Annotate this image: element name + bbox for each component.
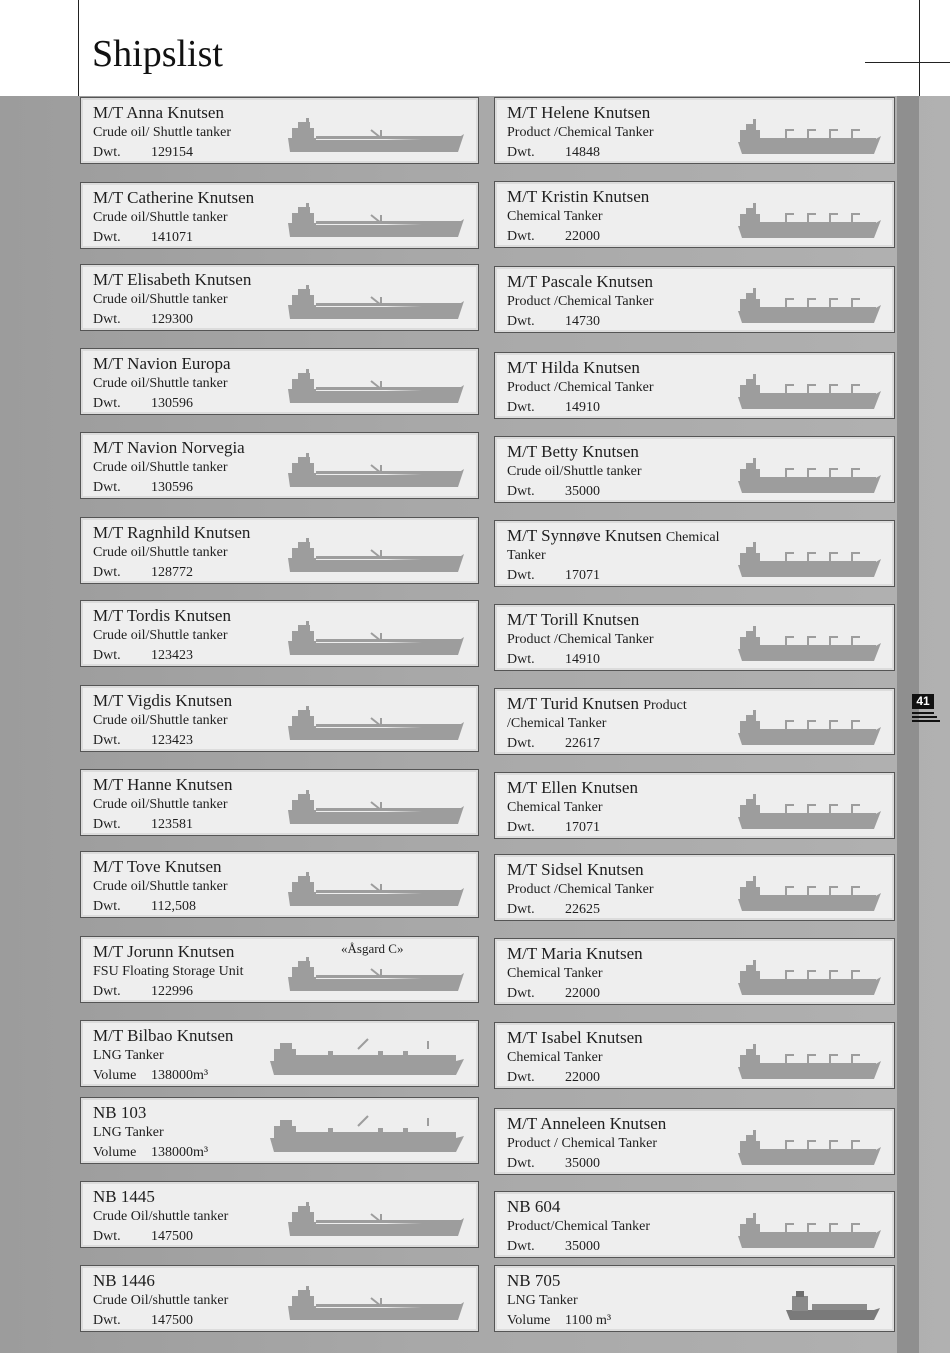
ship-name-text: M/T Sidsel Knutsen — [507, 860, 644, 879]
ship-type: Chemical Tanker — [507, 966, 603, 981]
ship-name — [507, 358, 640, 378]
ship-type: /Chemical Tanker — [507, 716, 607, 731]
ship-tonnage — [93, 230, 193, 246]
tonnage-value: 129154 — [151, 145, 193, 160]
ship-name — [507, 694, 687, 714]
ship-type: Crude oil/Shuttle tanker — [93, 460, 228, 475]
tonnage-value: 17071 — [565, 568, 600, 583]
ship-name — [507, 442, 639, 462]
ship-type: LNG Tanker — [507, 1293, 578, 1308]
ship-tonnage — [93, 899, 196, 915]
ship-name-text: M/T Anna Knutsen — [93, 103, 224, 122]
tonnage-label: Dwt. — [507, 902, 535, 917]
ship-card — [80, 348, 479, 415]
tonnage-value: 128772 — [151, 565, 193, 580]
ship-tonnage — [507, 1070, 600, 1086]
ship-name-text: M/T Turid Knutsen — [507, 694, 639, 713]
ship-type: Product /Chemical Tanker — [507, 125, 654, 140]
chemical-tanker-icon — [736, 875, 884, 913]
ship-name — [93, 942, 234, 962]
ship-name-text: M/T Isabel Knutsen — [507, 1028, 643, 1047]
tonnage-label: Dwt. — [507, 736, 535, 751]
ship-name — [507, 272, 653, 292]
ship-card — [494, 1108, 895, 1175]
chemical-tanker-icon — [736, 959, 884, 997]
tonnage-value: 112,508 — [151, 899, 196, 914]
ship-card — [80, 264, 479, 331]
ship-tonnage — [507, 1313, 611, 1329]
ship-name — [93, 354, 231, 374]
ship-tonnage — [507, 736, 600, 752]
tonnage-value: 147500 — [151, 1313, 193, 1328]
tonnage-label: Volume — [93, 1068, 137, 1083]
ship-name-text: M/T Anneleen Knutsen — [507, 1114, 667, 1133]
shuttle-tanker-icon — [286, 116, 468, 156]
ship-name-text: NB 705 — [507, 1271, 561, 1290]
chemical-tanker-icon — [736, 625, 884, 663]
tonnage-value: 147500 — [151, 1229, 193, 1244]
chemical-tanker-icon — [736, 202, 884, 240]
ship-card — [80, 432, 479, 499]
ship-card — [80, 182, 479, 249]
ship-name-text: M/T Hanne Knutsen — [93, 775, 233, 794]
ship-name — [507, 526, 719, 546]
tonnage-value: 35000 — [565, 484, 600, 499]
ship-tonnage — [507, 568, 600, 584]
tonnage-label: Dwt. — [93, 230, 121, 245]
ship-name-text: M/T Hilda Knutsen — [507, 358, 640, 377]
tonnage-value: 123423 — [151, 733, 193, 748]
ship-tonnage — [507, 986, 600, 1002]
page-edge-tab — [897, 96, 919, 1353]
ship-tonnage — [507, 145, 600, 161]
ship-name-text: M/T Vigdis Knutsen — [93, 691, 233, 710]
ship-card — [80, 769, 479, 836]
ship-card — [494, 181, 895, 248]
ship-name-text: M/T Ellen Knutsen — [507, 778, 638, 797]
ship-type: Crude oil/Shuttle tanker — [93, 628, 228, 643]
tonnage-value: 14848 — [565, 145, 600, 160]
ship-tonnage — [93, 480, 193, 496]
ship-tonnage — [93, 1313, 193, 1329]
top-right-rule — [919, 0, 920, 96]
ship-name — [507, 944, 643, 964]
ship-type: Crude oil/Shuttle tanker — [93, 545, 228, 560]
ship-tonnage — [507, 314, 600, 330]
tonnage-label: Dwt. — [93, 1313, 121, 1328]
ship-tonnage — [93, 565, 193, 581]
ship-tonnage — [507, 1156, 600, 1172]
tonnage-label: Dwt. — [93, 648, 121, 663]
ship-name-text: M/T Jorunn Knutsen — [93, 942, 235, 961]
ship-type-inline: Chemical — [665, 530, 720, 545]
ship-tonnage — [507, 902, 600, 918]
ship-name-text: M/T Tove Knutsen — [93, 857, 222, 876]
ship-type: Chemical Tanker — [507, 209, 603, 224]
lng-tanker-icon — [268, 1112, 468, 1156]
shuttle-tanker-icon — [286, 201, 468, 241]
ship-name — [93, 270, 251, 290]
tonnage-value: 130596 — [151, 396, 193, 411]
shuttle-tanker-icon — [286, 619, 468, 659]
ship-name — [93, 691, 232, 711]
ship-card — [80, 1181, 479, 1248]
tonnage-value: 22617 — [565, 736, 600, 751]
ship-tonnage — [93, 648, 193, 664]
ship-type: Tanker — [507, 548, 546, 563]
shuttle-tanker-icon — [286, 451, 468, 491]
ship-type: Crude oil/ Shuttle tanker — [93, 125, 232, 140]
tonnage-label: Dwt. — [93, 396, 121, 411]
ship-name-text: M/T Torill Knutsen — [507, 610, 640, 629]
ship-name-text: M/T Bilbao Knutsen — [93, 1026, 234, 1045]
ship-card — [494, 854, 895, 921]
ship-name-text: NB 1446 — [93, 1271, 155, 1290]
ship-type: Product /Chemical Tanker — [507, 294, 654, 309]
ship-type: Crude Oil/shuttle tanker — [93, 1209, 229, 1224]
page-number: 41 — [912, 694, 934, 709]
tonnage-value: 130596 — [151, 480, 193, 495]
ship-type: Crude oil/Shuttle tanker — [93, 376, 228, 391]
tonnage-label: Dwt. — [93, 312, 121, 327]
ship-name — [93, 857, 222, 877]
ship-name — [93, 438, 245, 458]
ship-name-text: M/T Ragnhild Knutsen — [93, 523, 251, 542]
ship-name-text: M/T Betty Knutsen — [507, 442, 639, 461]
chemical-tanker-icon — [736, 793, 884, 831]
tonnage-value: 123423 — [151, 648, 193, 663]
ship-type: Chemical Tanker — [507, 1050, 603, 1065]
ship-card — [494, 772, 895, 839]
ship-card — [80, 1265, 479, 1332]
ship-tonnage — [507, 1239, 600, 1255]
ship-name-text: M/T Navion Europa — [93, 354, 231, 373]
ship-card — [494, 604, 895, 671]
ship-card — [494, 352, 895, 419]
ship-type: Crude oil/Shuttle tanker — [93, 210, 228, 225]
ship-card — [494, 436, 895, 503]
chemical-tanker-icon — [736, 1129, 884, 1167]
ship-type: Product /Chemical Tanker — [507, 380, 654, 395]
ship-card — [80, 936, 479, 1003]
ship-type: Crude oil/Shuttle tanker — [93, 797, 228, 812]
ship-name-text: M/T Navion Norvegia — [93, 438, 245, 457]
ship-name-text: NB 1445 — [93, 1187, 155, 1206]
shuttle-tanker-icon — [286, 788, 468, 828]
chemical-tanker-icon — [736, 457, 884, 495]
ship-type: Product /Chemical Tanker — [507, 882, 654, 897]
chemical-tanker-icon — [736, 287, 884, 325]
ship-name — [507, 1028, 643, 1048]
tonnage-value: 17071 — [565, 820, 600, 835]
page-title: Shipslist — [92, 33, 223, 75]
ship-name-text: M/T Catherine Knutsen — [93, 188, 255, 207]
tonnage-label: Dwt. — [507, 1070, 535, 1085]
shuttle-tanker-icon — [286, 704, 468, 744]
tonnage-value: 1100 m³ — [565, 1313, 612, 1328]
ship-type: FSU Floating Storage Unit — [93, 964, 244, 979]
ship-card — [494, 1191, 895, 1258]
tonnage-label: Dwt. — [507, 1239, 535, 1254]
ship-name-text: M/T Pascale Knutsen — [507, 272, 654, 291]
ship-name — [93, 523, 250, 543]
shuttle-tanker-icon — [286, 283, 468, 323]
tonnage-label: Dwt. — [507, 568, 535, 583]
ship-type: Chemical Tanker — [507, 800, 603, 815]
chemical-tanker-icon — [736, 1212, 884, 1250]
tonnage-label: Dwt. — [507, 229, 535, 244]
ship-tonnage — [507, 484, 600, 500]
chemical-tanker-icon — [736, 373, 884, 411]
tonnage-label: Dwt. — [507, 820, 535, 835]
ship-card — [80, 600, 479, 667]
tonnage-label: Dwt. — [507, 484, 535, 499]
ship-card — [80, 517, 479, 584]
ship-type: Product / Chemical Tanker — [507, 1136, 658, 1151]
ship-name — [507, 1197, 560, 1217]
tonnage-label: Dwt. — [93, 733, 121, 748]
ship-tonnage — [93, 1068, 208, 1084]
ship-type: Crude oil/Shuttle tanker — [93, 879, 228, 894]
ship-note: «Åsgard C» — [341, 941, 404, 956]
ship-name — [507, 860, 644, 880]
chemical-tanker-icon — [736, 118, 884, 156]
shuttle-tanker-icon — [286, 367, 468, 407]
ship-card — [80, 97, 479, 164]
ship-name — [93, 775, 232, 795]
ship-type-inline: Product — [643, 698, 687, 713]
tonnage-label: Dwt. — [93, 145, 121, 160]
tonnage-value: 22000 — [565, 229, 600, 244]
tonnage-label: Volume — [507, 1313, 551, 1328]
chemical-tanker-icon — [736, 709, 884, 747]
ship-name — [507, 103, 650, 123]
chemical-tanker-icon — [736, 1043, 884, 1081]
ship-name-text: M/T Helene Knutsen — [507, 103, 651, 122]
tonnage-value: 138000m³ — [151, 1068, 209, 1083]
ship-name — [93, 1026, 233, 1046]
ship-type: Crude oil/Shuttle tanker — [507, 464, 642, 479]
tonnage-label: Dwt. — [507, 652, 535, 667]
ship-name — [93, 606, 231, 626]
ship-name — [507, 610, 639, 630]
tonnage-label: Dwt. — [507, 145, 535, 160]
lng-tanker-icon — [268, 1035, 468, 1079]
tonnage-value: 22000 — [565, 1070, 600, 1085]
tonnage-value: 122996 — [151, 984, 193, 999]
ship-name-text: NB 604 — [507, 1197, 561, 1216]
ship-tonnage — [93, 1229, 193, 1245]
ship-card — [494, 266, 895, 333]
ship-card — [494, 97, 895, 164]
ship-type: LNG Tanker — [93, 1048, 164, 1063]
ship-card — [80, 1097, 479, 1164]
tonnage-value: 22625 — [565, 902, 600, 917]
ship-tonnage — [93, 396, 193, 412]
tonnage-value: 123581 — [151, 817, 193, 832]
tonnage-value: 14910 — [565, 400, 600, 415]
tonnage-label: Dwt. — [507, 986, 535, 1001]
top-left-rule — [78, 0, 79, 96]
tonnage-label: Dwt. — [507, 400, 535, 415]
tonnage-value: 141071 — [151, 230, 193, 245]
ship-tonnage — [93, 984, 193, 1000]
tonnage-label: Dwt. — [93, 480, 121, 495]
ship-name-text: M/T Tordis Knutsen — [93, 606, 231, 625]
shuttle-tanker-icon — [286, 536, 468, 576]
ship-name — [507, 187, 649, 207]
tonnage-value: 14730 — [565, 314, 600, 329]
ship-name-text: M/T Synnøve Knutsen — [507, 526, 662, 545]
tonnage-label: Volume — [93, 1145, 137, 1160]
ship-type: Product /Chemical Tanker — [507, 632, 654, 647]
ship-card — [494, 938, 895, 1005]
ship-type: Crude Oil/shuttle tanker — [93, 1293, 229, 1308]
ship-name-text: NB 103 — [93, 1103, 147, 1122]
tonnage-label: Dwt. — [93, 984, 121, 999]
ship-name — [93, 1103, 146, 1123]
ship-tonnage — [93, 817, 193, 833]
page-marker-lines — [912, 712, 940, 724]
ship-name — [507, 1114, 666, 1134]
ship-tonnage — [93, 1145, 208, 1161]
ship-card — [494, 520, 895, 587]
ship-type: Crude oil/Shuttle tanker — [93, 713, 228, 728]
ship-tonnage — [93, 145, 193, 161]
tonnage-label: Dwt. — [507, 1156, 535, 1171]
top-right-crossline — [865, 62, 950, 63]
chemical-tanker-icon — [736, 541, 884, 579]
ship-name-text: M/T Elisabeth Knutsen — [93, 270, 252, 289]
tonnage-value: 138000m³ — [151, 1145, 209, 1160]
tonnage-value: 129300 — [151, 312, 193, 327]
ship-name — [93, 188, 254, 208]
tonnage-value: 35000 — [565, 1156, 600, 1171]
shuttle-tanker-icon — [286, 955, 468, 995]
shuttle-tanker-icon — [286, 1284, 468, 1324]
ship-type: LNG Tanker — [93, 1125, 164, 1140]
shuttle-tanker-icon — [286, 1200, 468, 1240]
ship-type: Product/Chemical Tanker — [507, 1219, 651, 1234]
ship-tonnage — [507, 229, 600, 245]
ship-tonnage — [507, 652, 600, 668]
ship-name — [93, 1271, 155, 1291]
ship-card — [80, 851, 479, 918]
tonnage-label: Dwt. — [93, 899, 121, 914]
ship-type: Crude oil/Shuttle tanker — [93, 292, 228, 307]
tonnage-label: Dwt. — [93, 1229, 121, 1244]
ship-name-text: M/T Kristin Knutsen — [507, 187, 650, 206]
ship-tonnage — [507, 400, 600, 416]
tonnage-value: 14910 — [565, 652, 600, 667]
ship-name — [93, 103, 224, 123]
ship-card — [80, 1020, 479, 1087]
tonnage-label: Dwt. — [93, 817, 121, 832]
tonnage-label: Dwt. — [93, 565, 121, 580]
ship-card — [494, 1022, 895, 1089]
ship-card — [80, 685, 479, 752]
tonnage-label: Dwt. — [507, 314, 535, 329]
ship-tonnage — [93, 312, 193, 328]
ship-name — [93, 1187, 155, 1207]
ship-card — [494, 688, 895, 755]
shuttle-tanker-icon — [286, 870, 468, 910]
small-lng-tanker-icon — [784, 1288, 884, 1324]
tonnage-value: 35000 — [565, 1239, 600, 1254]
tonnage-value: 22000 — [565, 986, 600, 1001]
ship-name-text: M/T Maria Knutsen — [507, 944, 643, 963]
ship-name — [507, 778, 638, 798]
ship-tonnage — [93, 733, 193, 749]
ship-name — [507, 1271, 560, 1291]
ship-card — [494, 1265, 895, 1332]
ship-tonnage — [507, 820, 600, 836]
